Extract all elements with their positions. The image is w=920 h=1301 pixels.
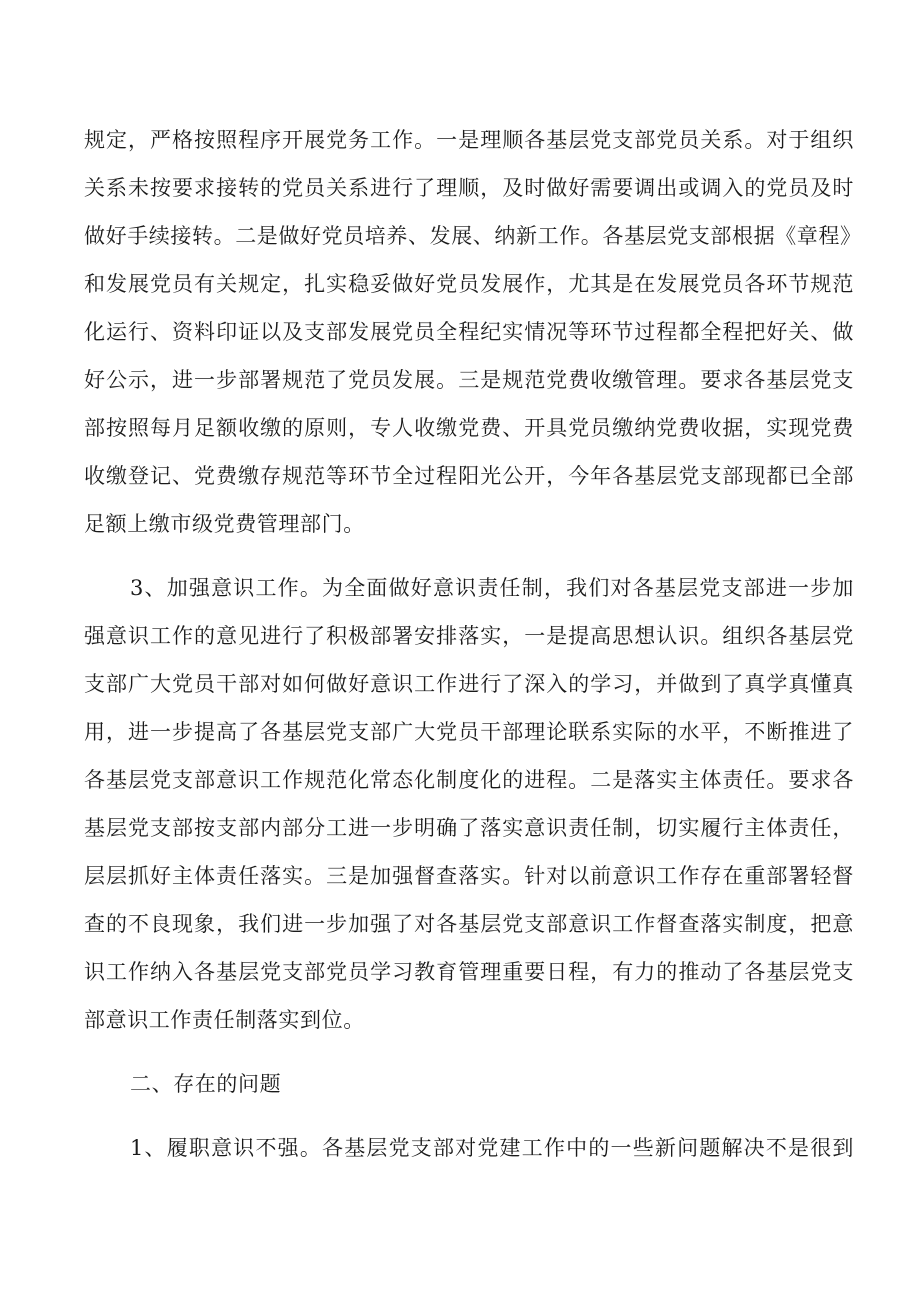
text-line: 查的不良现象，我们进一步加强了对各基层党支部意识工作督查落实制度，把意	[84, 912, 854, 936]
section-heading: 二、存在的问题	[130, 1072, 282, 1096]
text-line: 关系未按要求接转的党员关系进行了理顺，及时做好需要调出或调入的党员及时	[84, 176, 854, 200]
text-line: 好公示，进一步部署规范了党员发展。三是规范党费收缴管理。要求各基层党支	[84, 368, 854, 392]
text-line: 化运行、资料印证以及支部发展党员全程纪实情况等环节过程都全程把好关、做	[84, 320, 854, 344]
text-line: 部按照每月足额收缴的原则，专人收缴党费、开具党员缴纳党费收据，实现党费	[84, 416, 854, 440]
text-line: 基层党支部按支部内部分工进一步明确了落实意识责任制，切实履行主体责任，	[84, 816, 854, 840]
text-line: 规定，严格按照程序开展党务工作。一是理顺各基层党支部党员关系。对于组织	[84, 128, 854, 152]
text-line: 识工作纳入各基层党支部党员学习教育管理重要日程，有力的推动了各基层党支	[84, 960, 854, 984]
text-line: 收缴登记、党费缴存规范等环节全过程阳光公开，今年各基层党支部现都已全部	[84, 464, 854, 488]
text-line: 用，进一步提高了各基层党支部广大党员干部理论联系实际的水平，不断推进了	[84, 720, 854, 744]
text-line: 做好手续接转。二是做好党员培养、发展、纳新工作。各基层党支部根据《章程》	[84, 224, 862, 248]
text-line: 强意识工作的意见进行了积极部署安排落实，一是提高思想认识。组织各基层党	[84, 624, 854, 648]
text-line: 足额上缴市级党费管理部门。	[84, 512, 365, 536]
text-line: 和发展党员有关规定，扎实稳妥做好党员发展作，尤其是在发展党员各环节规范	[84, 272, 854, 296]
text-line: 部意识工作责任制落实到位。	[84, 1008, 365, 1032]
text-line: 层层抓好主体责任落实。三是加强督查落实。针对以前意识工作存在重部署轻督	[84, 864, 854, 888]
paragraph-first-line: 1、履职意识不强。各基层党支部对党建工作中的一些新问题解决不是很到	[130, 1136, 854, 1160]
text-line: 支部广大党员干部对如何做好意识工作进行了深入的学习，并做到了真学真懂真	[84, 672, 854, 696]
paragraph-first-line: 3、加强意识工作。为全面做好意识责任制，我们对各基层党支部进一步加	[130, 576, 854, 600]
text-line: 各基层党支部意识工作规范化常态化制度化的进程。二是落实主体责任。要求各	[84, 768, 854, 792]
